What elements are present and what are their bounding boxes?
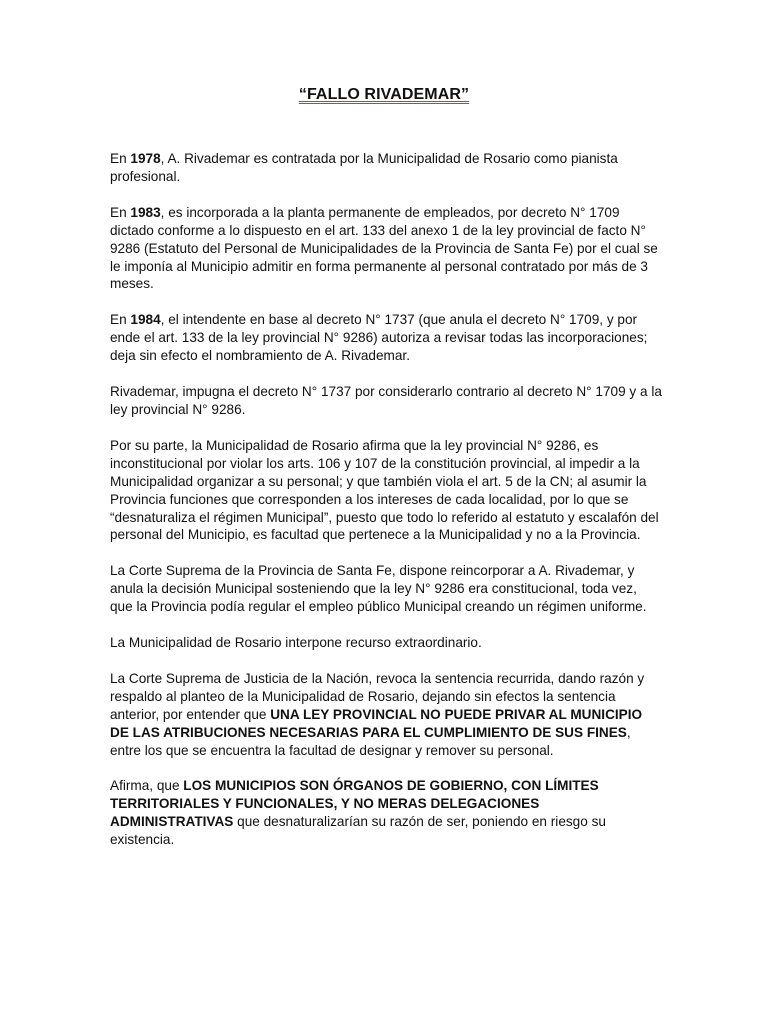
paragraph-text: En <box>110 204 131 220</box>
paragraph <box>110 777 662 849</box>
paragraph <box>110 311 662 365</box>
paragraph-text: La Municipalidad de Rosario interpone recurso extraordinario. <box>110 635 482 651</box>
paragraph-bold-text: 1978 <box>130 151 161 166</box>
paragraph <box>110 150 662 186</box>
paragraph-text: Rivademar, impugna el decreto N° 1737 por considerarlo contrario al decreto N° 1709 y a la ley provincial N° 9286. <box>110 384 662 417</box>
paragraph <box>110 204 662 294</box>
paragraph-text: , es incorporada a la planta permanente de empleados, por decreto N° 1709 dictado conforme a lo dispuesto en el art. 133 del anexo 1 de la ley provincial de facto N° 9286 (Estatuto del Personal de Municipalidades de la Provincia de Santa Fe) por el cual se le imponía al Municipio admitir en forma permanente al personal contratado por más de 3 meses. <box>110 204 658 292</box>
document-body <box>110 150 662 867</box>
paragraph-text: Afirma, que <box>110 778 184 794</box>
paragraph <box>110 437 662 544</box>
paragraph-text: , A. Rivademar es contratada por la Municipalidad de Rosario como pianista profesional. <box>110 151 618 184</box>
paragraph <box>110 383 662 419</box>
document-title: “FALLO RIVADEMAR” <box>298 86 470 103</box>
paragraph-text: La Corte Suprema de Justicia de la Nación, revoca la sentencia recurrida, dando razón y respaldo al planteo de la Municipalidad de Rosario, dejando sin efectos la sentencia anterior, por entender que <box>110 670 645 722</box>
title-container <box>0 86 768 104</box>
paragraph-bold-text: 1984 <box>130 312 161 328</box>
paragraph-text: La Corte Suprema de la Provincia de Santa Fe, dispone reincorporar a A. Rivademar, y anula la decisión Municipal sosteniendo que la ley N° 9286 era constitucional, toda vez, que la Provincia podía regular el empleo público Municipal creando un régimen uniforme. <box>110 563 647 615</box>
paragraph-bold-text: LOS MUNICIPIOS SON ÓRGANOS DE GOBIERNO, CON LÍMITES TERRITORIALES Y FUNCIONALES, Y NO MERAS DELEGACIONES ADMINISTRATIVAS <box>110 778 599 830</box>
paragraph-bold-text: UNA LEY PROVINCIAL NO PUEDE PRIVAR AL MUNICIPIO DE LAS ATRIBUCIONES NECESARIAS PARA EL CUMPLIMIENTO DE SUS FINES <box>110 706 643 740</box>
paragraph-text: En <box>110 151 131 166</box>
paragraph-text: , entre los que se encuentra la facultad de designar y remover su personal. <box>110 724 631 758</box>
paragraph <box>110 634 662 652</box>
paragraph-bold-text: 1983 <box>130 204 161 220</box>
paragraph-text: Por su parte, la Municipalidad de Rosario afirma que la ley provincial N° 9286, es inconstitucional por violar los arts. 106 y 107 de la constitución provincial, al impedir a la Municipalidad organizar a su personal; y que también viola el art. 5 de la CN; al asumir la Provincia funciones que corresponden a los intereses de cada localidad, por lo que se “desnaturaliza el régimen Municipal”, puesto que todo lo referido al estatuto y escalafón del personal del Municipio, es facultad que pertenece a la Municipalidad y no a la Provincia. <box>110 437 659 543</box>
paragraph-text: que desnaturalizarían su razón de ser, poniendo en riesgo su existencia. <box>110 814 606 848</box>
paragraph <box>110 562 662 616</box>
paragraph-text: En <box>110 312 131 328</box>
paragraph-text: , el intendente en base al decreto N° 1737 (que anula el decreto N° 1709, y por ende el art. 133 de la ley provincial N° 9286) autoriza a revisar todas las incorporaciones; deja sin efecto el nombramiento de A. Rivademar. <box>110 312 648 364</box>
paragraph <box>110 670 662 760</box>
